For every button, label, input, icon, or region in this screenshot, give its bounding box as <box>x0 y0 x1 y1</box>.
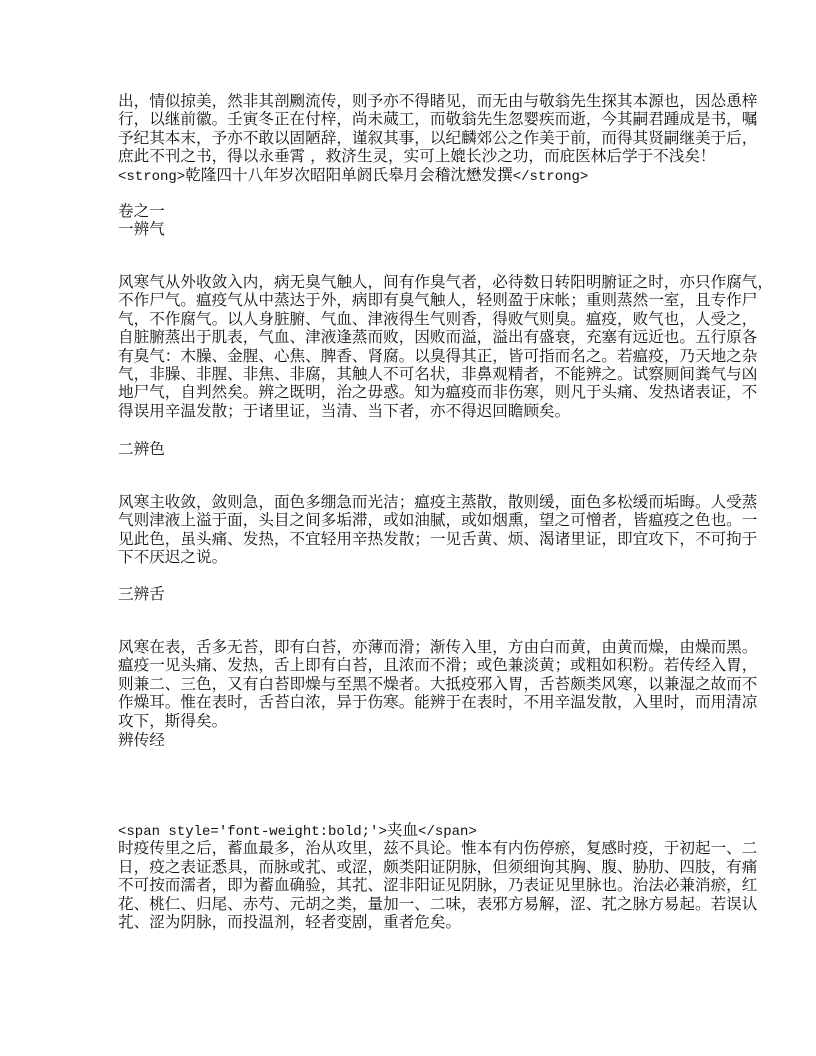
text-line: 芤、涩为阴脉，而投温剂，轻者变剧，重者危矣。 <box>118 912 462 931</box>
section-heading <box>118 585 718 603</box>
text-line: 气则津液上溢于面，头目之间多垢滞，或如油腻，或如烟熏，望之可憎者，皆瘟疫之色也。一 <box>118 511 758 530</box>
text-line: 行，以继前徽。壬寅冬正在付梓，尚未蒇工，而敬翁先生忽婴疾而逝，今其嗣君踵成是书，嘱 <box>118 110 758 129</box>
text-line: 出，情似掠美，然非其剖劂流传，则予亦不得睹见，而无由与敬翁先生探其本源也，因怂恿梓 <box>118 92 758 110</box>
text-line: 风寒气从外收敛入内，病无臭气触人，间有作臭气者，必待数日转阳明腑证之时，亦只作腐气， <box>118 273 773 291</box>
section-title: 二辨色 <box>118 440 165 458</box>
text-line: 时疫传里之后，蓄血最多，治从攻里，兹不具论。惟本有内伤停瘀，复感时疫，于初起一、二 <box>118 839 758 858</box>
raw-tag: <strong> <box>118 168 186 185</box>
section-heading <box>118 440 718 458</box>
text-line: 自脏腑蒸出于肌表，气血、津液逢蒸而败，因败而溢，溢出有盛衰，充塞有远近也。五行原各 <box>118 328 758 347</box>
subtitle-line <box>118 821 718 839</box>
text-line: 不可按而濡者，即为蓄血确验，其芤、涩非阳证见阴脉，乃表证见里脉也。治法必兼消瘀，红 <box>118 876 758 895</box>
section-paragraph <box>118 273 773 420</box>
text-line: 气，不作腐气。以人身脏腑、气血、津液得生气则香，得败气则臭。瘟疫，败气也，人受之， <box>118 309 758 328</box>
signature-line <box>118 166 718 184</box>
text-line: 日，疫之表证悉具，而脉或芤、或涩，颇类阳证阴脉，但须细询其胸、腹、胁肋、四肢，有痛 <box>118 857 758 876</box>
section-title: 三辨舌 <box>118 585 165 603</box>
section-title: 一辨气 <box>118 220 165 239</box>
text-line: 得误用辛温发散；于诸里证，当清、当下者，亦不得迟回瞻顾矣。 <box>118 401 571 420</box>
text-line: 不作尸气。瘟疫气从中蒸达于外，病即有臭气触人，轻则盈于床帐；重则蒸然一室，且专作尸 <box>118 291 758 310</box>
text-line: 地尸气，自判然矣。辨之既明，治之毋惑。知为瘟疫而非伤寒，则凡于头痛、发热诸表证，不 <box>118 383 758 402</box>
section-heading <box>118 731 718 749</box>
text-line: 风寒在表，舌多无苔，即有白苔，亦薄而滑；渐传入里，方由白而黄，由黄而燥，由燥而黑。 <box>118 638 758 656</box>
text-line: 花、桃仁、归尾、赤芍、元胡之类，量加一、二味，表邪方易解，涩、芤之脉方易起。若误认 <box>118 894 758 913</box>
signature: 乾隆四十八年岁次昭阳单阏氏皋月会稽沈懋发撰 <box>185 165 513 184</box>
section-paragraph <box>118 821 758 931</box>
section-paragraph <box>118 493 758 567</box>
volume-heading <box>118 202 718 239</box>
preface-paragraph <box>118 92 758 185</box>
text-line: 有臭气：木臊、金腥、心焦、脾香、肾腐。以臭得其正，皆可指而名之。若瘟疫，乃天地之杂 <box>118 346 758 365</box>
text-line: 作燥耳。惟在表时，舌苔白浓，异于伤寒。能辨于在表时，不用辛温发散，入里时，而用清凉 <box>118 693 758 712</box>
text-line: 见此色，虽头痛、发热，不宜轻用辛热发散；一见舌黄、烦、渴诸里证，即宜攻下，不可拘于 <box>118 529 758 548</box>
raw-tag: </span> <box>418 824 477 840</box>
section-title: 辨传经 <box>118 731 165 749</box>
text-line: 则兼二、三色，又有白苔即燥与至黑不燥者。大抵疫邪入胃，舌苔颇类风寒，以兼湿之故而不 <box>118 674 758 693</box>
text-line: 庶此不刊之书，得以永垂霄 ，救济生灵，实可上媲长沙之功，而庇医林后学于不浅矣！ <box>118 147 716 166</box>
raw-tag: <span style='font-weight:bold;'> <box>118 824 387 840</box>
volume-title: 卷之一 <box>118 202 165 220</box>
text-line: 攻下，斯得矣。 <box>118 711 228 730</box>
text-line: 予纪其本末，予亦不敢以固陋辞，谨叙其事，以纪麟郊公之作美于前，而得其贤嗣继美于后， <box>118 128 758 147</box>
raw-tag: </strong> <box>512 168 589 185</box>
section-paragraph <box>118 638 758 730</box>
subtitle: 夹血 <box>386 821 419 839</box>
text-line: 下不厌迟之说。 <box>118 548 228 567</box>
text-line: 瘟疫一见头痛、发热，舌上即有白苔，且浓而不滑；或色兼淡黄；或粗如积粉。若传经入胃， <box>118 656 758 675</box>
text-line: 风寒主收敛，敛则急，面色多绷急而光洁；瘟疫主蒸散，散则缓，面色多松缓而垢晦。人受蒸 <box>118 493 758 511</box>
text-line: 气，非臊、非腥、非焦、非腐，其触人不可名状，非鼻观精者，不能辨之。试察厕间粪气与凶 <box>118 364 758 383</box>
